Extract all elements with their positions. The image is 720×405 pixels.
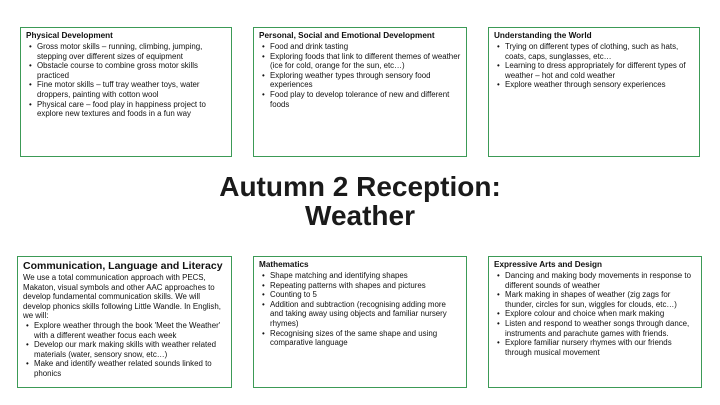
bullet-list	[494, 42, 694, 90]
list-item: • Counting to 5	[270, 290, 461, 300]
psed-panel	[253, 27, 467, 157]
title-line-2: Weather	[305, 200, 415, 231]
list-item: • Food play to develop tolerance of new and different foods	[270, 90, 461, 109]
panel-heading: Mathematics	[259, 260, 309, 269]
list-item: • Food and drink tasting	[270, 42, 461, 52]
bullet-list	[259, 42, 461, 109]
list-item: • Mark making in shapes of weather (zig zags for thunder, circles for sun, wiggles for clouds, etc…)	[505, 290, 696, 309]
bullet-list	[259, 271, 461, 348]
list-item: • Gross motor skills – running, climbing, jumping, stepping over different sizes of equipment	[37, 42, 226, 61]
bullet-list	[26, 42, 226, 119]
panel-heading: Personal, Social and Emotional Development	[259, 31, 435, 40]
list-item: • Shape matching and identifying shapes	[270, 271, 461, 281]
list-item: • Dancing and making body movements in response to different sounds of weather	[505, 271, 696, 290]
communication-panel	[17, 256, 232, 388]
list-item: • Exploring weather types through sensory food experiences	[270, 71, 461, 90]
understanding-world-panel	[488, 27, 700, 157]
panel-heading: Physical Development	[26, 31, 113, 40]
page-title	[180, 172, 540, 230]
list-item: • Make and identify weather related sounds linked to phonics	[34, 359, 226, 378]
list-item: • Develop our mark making skills with weather related materials (water, sensory snow, etc…)	[34, 340, 226, 359]
panel-heading: Understanding the World	[494, 31, 592, 40]
list-item: • Exploring foods that link to different themes of weather (ice for cold, orange for the sun, etc…)	[270, 52, 461, 71]
list-item: • Physical care – food play in happiness project to explore new textures and foods in a fun way	[37, 100, 226, 119]
physical-development-panel	[20, 27, 232, 157]
list-item: • Explore colour and choice when mark making	[505, 309, 696, 319]
panel-heading: Communication, Language and Literacy	[23, 260, 223, 272]
expressive-arts-panel	[488, 256, 702, 388]
list-item: • Explore weather through the book 'Meet the Weather' with a different weather focus each week	[34, 321, 226, 340]
list-item: • Recognising sizes of the same shape and using comparative language	[270, 329, 461, 348]
list-item: • Listen and respond to weather songs through dance, instruments and parachute games with friends.	[505, 319, 696, 338]
bullet-list	[23, 321, 226, 379]
list-item: • Fine motor skills – tuff tray weather toys, water droppers, painting with cotton wool	[37, 80, 226, 99]
list-item: • Trying on different types of clothing, such as hats, coats, caps, sunglasses, etc…	[505, 42, 694, 61]
panel-intro: We use a total communication approach with PECS, Makaton, visual symbols and other AAC approaches to develop fundamental communication skills. We will develop phonics skills following Little Wandle. In English, we will:	[23, 273, 221, 321]
list-item: • Learning to dress appropriately for different types of weather – hot and cold weather	[505, 61, 694, 80]
list-item: • Explore weather through sensory experiences	[505, 80, 694, 90]
title-line-1: Autumn 2 Reception:	[219, 171, 501, 202]
mathematics-panel	[253, 256, 467, 388]
list-item: • Repeating patterns with shapes and pictures	[270, 281, 461, 291]
list-item: • Explore familiar nursery rhymes with our friends through musical movement	[505, 338, 696, 357]
bullet-list	[494, 271, 696, 357]
panel-heading: Expressive Arts and Design	[494, 260, 602, 269]
list-item: • Addition and subtraction (recognising adding more and taking away using objects and familiar nursery rhymes)	[270, 300, 461, 329]
list-item: • Obstacle course to combine gross motor skills practiced	[37, 61, 226, 80]
